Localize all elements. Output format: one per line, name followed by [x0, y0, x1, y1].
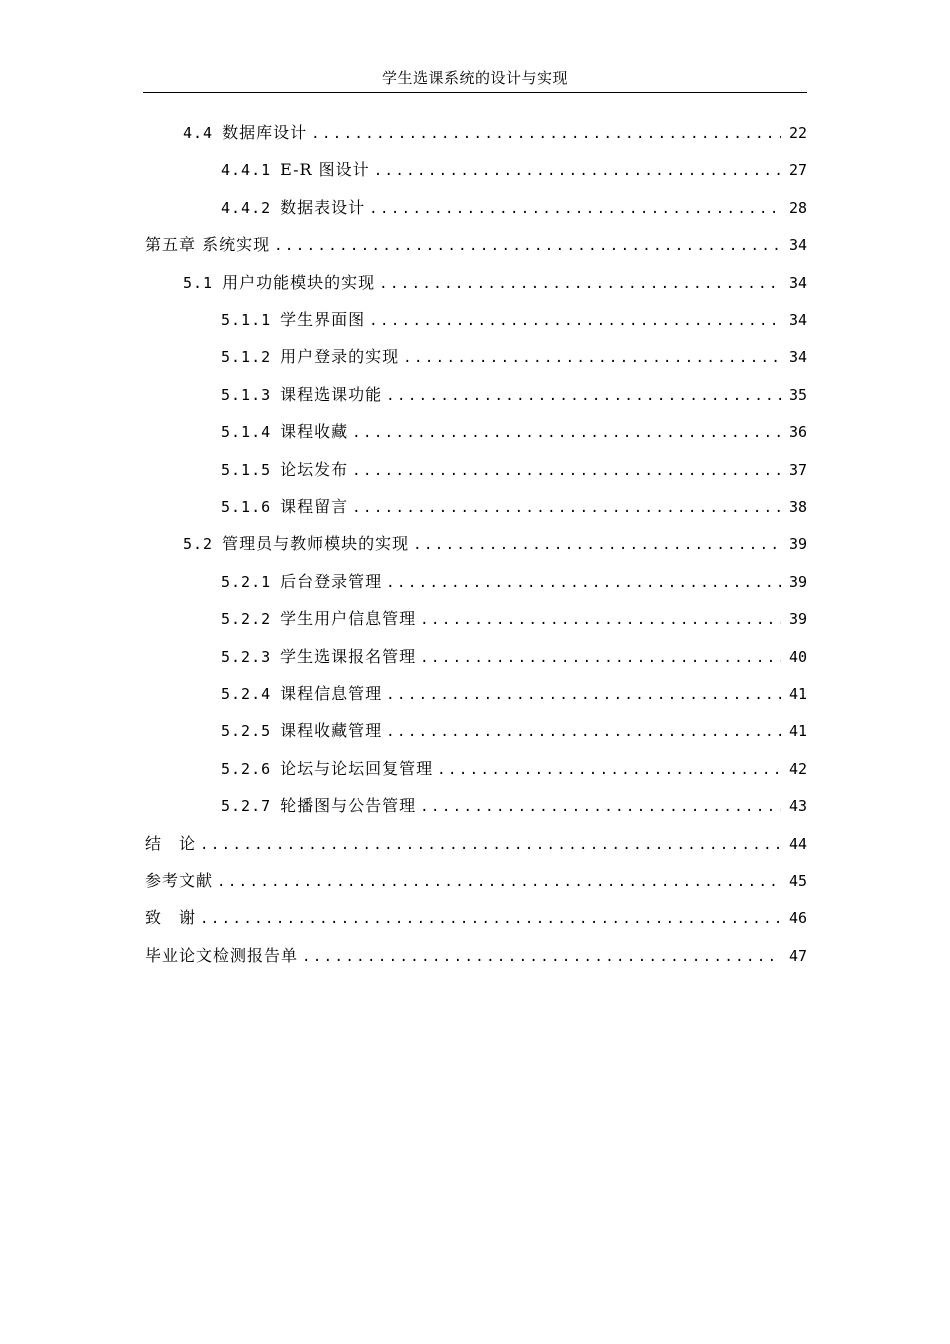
- toc-entry-page: 40: [789, 647, 808, 666]
- toc-entry[interactable]: [221, 570, 807, 594]
- toc-entry-page: 39: [789, 610, 808, 629]
- toc-entry-page: 34: [789, 311, 808, 329]
- toc-dot-leader: [274, 234, 781, 258]
- toc-dot-leader: [379, 272, 781, 296]
- toc-entry[interactable]: [183, 532, 807, 556]
- toc-entry-number: 5.2: [183, 535, 214, 554]
- toc-entry-title: 用户功能模块的实现: [222, 272, 376, 292]
- toc-dot-leader: [352, 459, 781, 483]
- toc-entry-number: 4.4.2: [221, 198, 272, 217]
- toc-dot-leader: [403, 346, 781, 370]
- toc-entry-title: 课程选课功能: [280, 384, 383, 404]
- toc-entry-number: 5.2.4: [221, 685, 272, 703]
- toc-entry[interactable]: [183, 121, 807, 145]
- toc-entry-number: 5.1: [183, 273, 214, 292]
- toc-entry-page: 41: [789, 685, 808, 703]
- toc-entry[interactable]: [221, 719, 807, 743]
- toc-entry-page: 41: [789, 722, 808, 741]
- toc-entry-title: 致 谢: [145, 908, 197, 928]
- toc-entry-number: 4.4.1: [221, 161, 272, 180]
- toc-entry-page: 36: [789, 423, 808, 442]
- toc-dot-leader: [352, 421, 781, 445]
- toc-entry-page: 43: [789, 797, 808, 816]
- toc-entry-title: 学生界面图: [280, 310, 366, 329]
- toc-entry[interactable]: [221, 794, 807, 818]
- toc-entry-title: 管理员与教师模块的实现: [222, 534, 410, 554]
- toc-entry[interactable]: [221, 757, 807, 781]
- toc-entry-title: 参考文献: [145, 871, 214, 890]
- toc-entry-page: 28: [789, 198, 808, 217]
- toc-entry-number: 5.2.1: [221, 572, 272, 591]
- toc-entry[interactable]: [145, 869, 807, 893]
- toc-entry-title: 课程收藏管理: [280, 721, 383, 741]
- toc-entry[interactable]: [221, 458, 807, 482]
- toc-entry[interactable]: [145, 944, 807, 968]
- toc-entry-title: 后台登录管理: [280, 571, 383, 591]
- toc-entry-title: 毕业论文检测报告单: [145, 945, 299, 965]
- toc-entry-page: 47: [789, 946, 808, 965]
- toc-dot-leader: [386, 384, 781, 408]
- toc-entry[interactable]: [221, 607, 807, 631]
- toc-dot-leader: [217, 870, 781, 894]
- toc-entry[interactable]: [145, 832, 807, 856]
- toc-entry[interactable]: [221, 345, 807, 369]
- toc-entry[interactable]: [183, 271, 807, 295]
- toc-entry-title: E-R 图设计: [280, 160, 370, 180]
- toc-dot-leader: [437, 758, 781, 782]
- toc-entry-page: 37: [789, 460, 808, 479]
- toc-entry-number: 5.1.6: [221, 498, 272, 516]
- toc-entry-page: 46: [789, 909, 808, 928]
- toc-entry[interactable]: [221, 308, 807, 332]
- toc-entry-title: 论坛与论坛回复管理: [280, 758, 434, 778]
- toc-entry-number: 5.1.1: [221, 311, 272, 329]
- toc-entry[interactable]: [221, 383, 807, 407]
- running-header: 学生选课系统的设计与实现: [381, 69, 568, 87]
- toc-dot-leader: [386, 720, 781, 744]
- toc-entry-page: 22: [789, 124, 808, 142]
- toc-entry-number: 5.2.7: [221, 797, 272, 816]
- toc-entry[interactable]: [221, 420, 807, 444]
- toc-entry[interactable]: [221, 682, 807, 706]
- toc-entry-number: 5.1.3: [221, 385, 272, 404]
- toc-entry-page: 39: [789, 572, 808, 591]
- toc-entry-number: 5.1.2: [221, 348, 272, 367]
- toc-entry-page: 38: [789, 498, 808, 516]
- toc-dot-leader: [352, 496, 781, 520]
- toc-entry-page: 42: [789, 759, 808, 778]
- toc-entry-page: 34: [789, 273, 808, 292]
- toc-dot-leader: [374, 159, 781, 183]
- header-rule: [143, 92, 807, 93]
- toc-dot-leader: [386, 571, 781, 595]
- toc-entry-page: 27: [789, 161, 808, 180]
- toc-dot-leader: [200, 833, 781, 857]
- toc-dot-leader: [302, 945, 781, 969]
- toc-entry-title: 课程收藏: [280, 422, 349, 442]
- toc-dot-leader: [413, 533, 781, 557]
- toc-entry-title: 数据库设计: [222, 123, 308, 142]
- toc-entry-title: 课程信息管理: [280, 684, 383, 703]
- toc-entry-title: 课程留言: [280, 497, 349, 516]
- toc-entry-title: 数据表设计: [280, 197, 366, 217]
- toc-dot-leader: [200, 907, 781, 931]
- toc-entry[interactable]: [221, 158, 807, 182]
- toc-entry-title: 学生选课报名管理: [280, 646, 417, 666]
- toc-entry-number: 5.1.4: [221, 423, 272, 442]
- toc-entry-title: 第五章 系统实现: [145, 235, 271, 255]
- toc-entry-title: 结 论: [145, 833, 197, 853]
- toc-entry-title: 用户登录的实现: [280, 347, 400, 367]
- toc-entry-number: 5.2.2: [221, 610, 272, 629]
- toc-dot-leader: [311, 122, 781, 146]
- toc-dot-leader: [420, 646, 781, 670]
- toc-entry-page: 44: [789, 834, 808, 853]
- toc-entry-number: 5.2.3: [221, 647, 272, 666]
- toc-entry-title: 学生用户信息管理: [280, 609, 417, 629]
- toc-entry-number: 5.2.5: [221, 722, 272, 741]
- toc-dot-leader: [369, 197, 781, 221]
- toc-entry-title: 轮播图与公告管理: [280, 796, 417, 816]
- toc-entry-title: 论坛发布: [280, 459, 349, 479]
- toc-entry[interactable]: [221, 495, 807, 519]
- toc-dot-leader: [420, 608, 781, 632]
- toc-entry-page: 45: [789, 872, 808, 890]
- toc-entry-page: 34: [789, 236, 808, 255]
- toc-entry-number: 4.4: [183, 124, 214, 142]
- toc-entry-page: 34: [789, 348, 808, 367]
- toc-entry-page: 39: [789, 535, 808, 554]
- toc-dot-leader: [369, 309, 781, 333]
- toc-entry-page: 35: [789, 385, 808, 404]
- toc-entry-number: 5.1.5: [221, 460, 272, 479]
- toc-entry-number: 5.2.6: [221, 759, 272, 778]
- toc-entry[interactable]: [145, 233, 807, 257]
- toc-dot-leader: [386, 683, 781, 707]
- toc-entry[interactable]: [221, 645, 807, 669]
- toc-dot-leader: [420, 795, 781, 819]
- toc-entry[interactable]: [145, 906, 807, 930]
- toc-entry[interactable]: [221, 196, 807, 220]
